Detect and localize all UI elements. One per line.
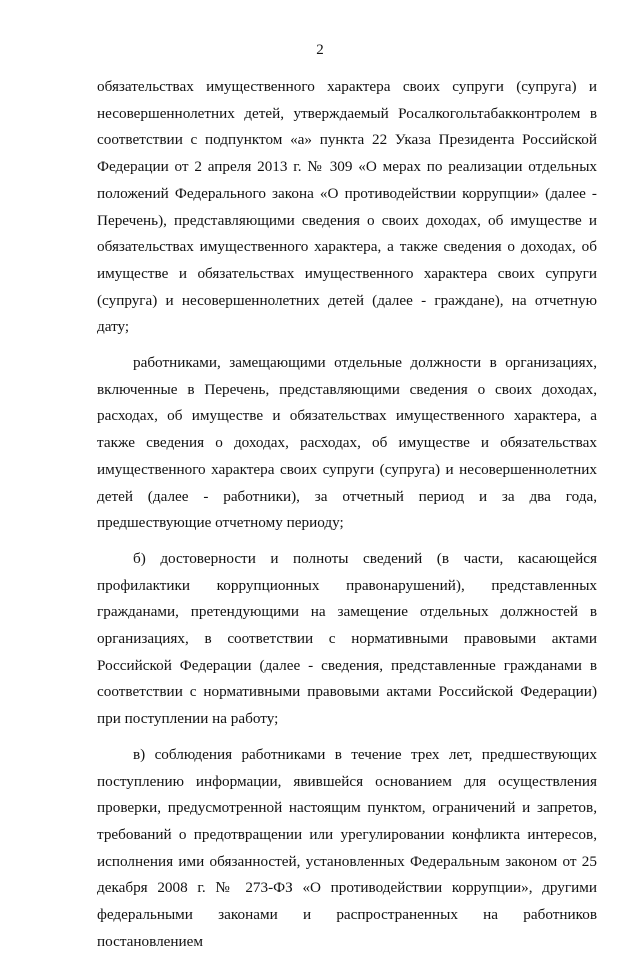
paragraph-employees: работниками, замещающими отдельные должности в организациях, включенные в Перечень, представляющими сведения о своих доходах, расходах, об имуществе и обязательствах имущественного характера, а также сведения о доходах, расходах, об имуществе и обязательствах имущественного характера своих супруги (супруга) и несовершеннолетних детей (далее - работники), за отчетный период и за два года, предшествующие отчетному периоду; [97, 354, 597, 532]
document-body [97, 74, 597, 956]
page-number: 2 [316, 42, 324, 58]
paragraph-item-b: б) достоверности и полноты сведений (в части, касающейся профилактики коррупционных правонарушений), представленных гражданами, претендующими на замещение отдельных должностей в организациях, в соответствии с нормативными правовыми актами Российской Федерации (далее - сведения, представленные гражданами в соответствии с нормативными правовыми актами Российской Федерации) при поступлении на работу; [97, 549, 597, 728]
paragraph-item-v: в) соблюдения работниками в течение трех лет, предшествующих поступлению информации, явившейся основанием для осуществления проверки, предусмотренной настоящим пунктом, ограничений и запретов, требований о предотвращении или урегулировании конфликта интересов, исполнения ими обязанностей, установленных Федеральным законом от 25 декабря 2008 г. № 273-ФЗ «О противодействии коррупции», другими федеральными законами и распространенных на работников постановлением [97, 745, 597, 950]
paragraph-continuation: обязательствах имущественного характера своих супруги (супруга) и несовершеннолетних детей, утверждаемый Росалкогольтабакконтролем в соответствии с подпунктом «а» пункта 22 Указа Президента Российской Федерации от 2 апреля 2013 г. № 309 «О мерах по реализации отдельных положений Федерального закона «О противодействии коррупции» (далее - Перечень), представляющими сведения о своих доходах, об имуществе и обязательствах имущественного характера, а также сведения о доходах, об имуществе и обязательствах имущественного характера своих супруги (супруга) и несовершеннолетних детей (далее - граждане), на отчетную дату; [97, 78, 597, 336]
